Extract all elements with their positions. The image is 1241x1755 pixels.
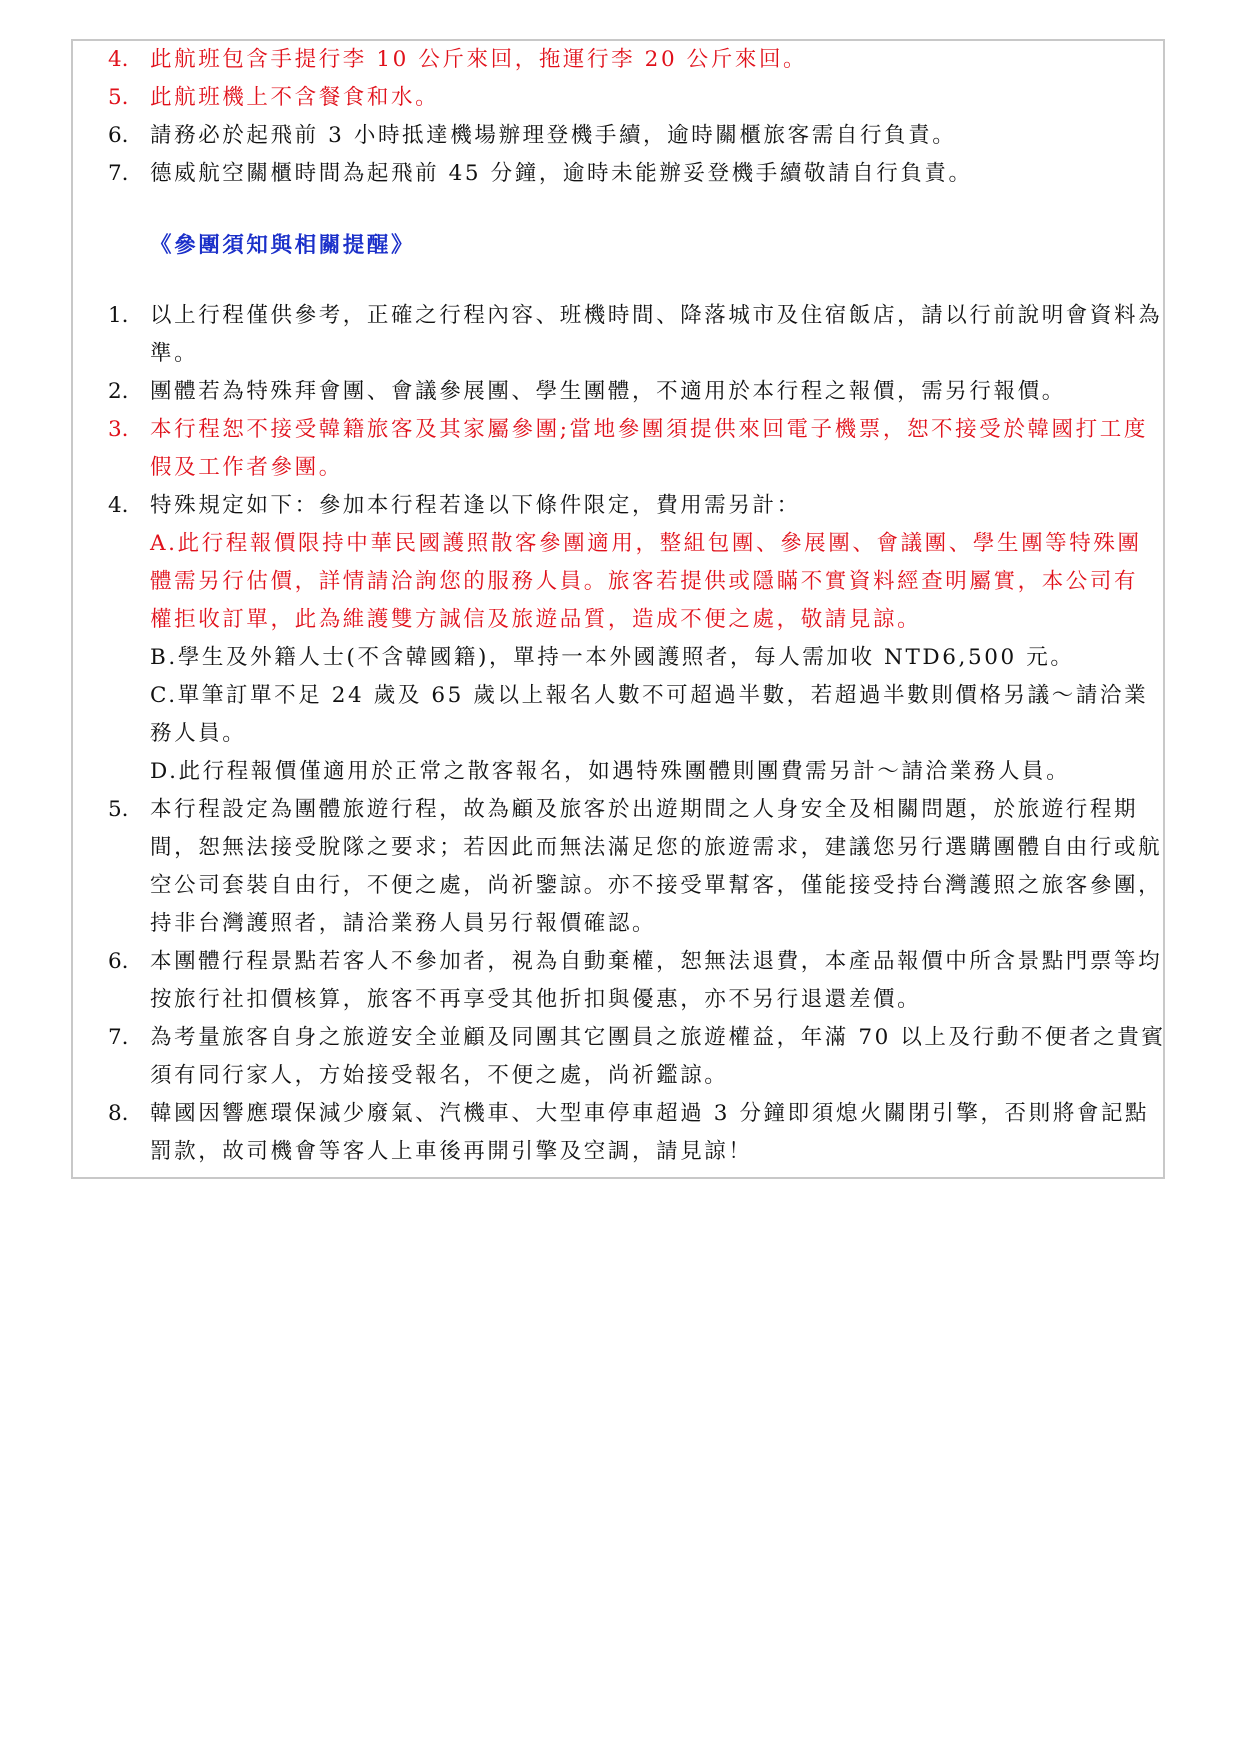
list-number: 7.: [108, 1025, 129, 1050]
notice-text: 特殊規定如下：參加本行程若逢以下條件限定，費用需另計：: [150, 493, 801, 518]
notice-subitem-a: A.此行程報價限持中華民國護照散客參團適用，整組包團、參展團、會議團、學生團等特殊團體需另行估價，詳情請洽詢您的服務人員。旅客若提供或隱瞞不實資料經查明屬實，本公司有權拒收訂單，此為維護雙方誠信及旅遊品質，造成不便之處，敬請見諒。: [150, 531, 1142, 632]
list-number: 6.: [108, 123, 129, 148]
list-number: 8.: [108, 1101, 129, 1126]
notice-item: [108, 943, 1168, 1019]
notice-item: [108, 791, 1168, 943]
flight-note: [108, 117, 1168, 155]
notice-item: [108, 373, 1168, 411]
notice-item: [108, 297, 1168, 373]
notice-item: [108, 411, 1168, 487]
list-number: 7.: [108, 161, 129, 186]
list-number: 4.: [108, 47, 129, 72]
document-content: [108, 41, 1168, 1171]
flight-note-text: 此航班包含手提行李 10 公斤來回，拖運行李 20 公斤來回。: [150, 47, 808, 72]
flight-note-text: 德威航空關櫃時間為起飛前 45 分鐘，逾時未能辦妥登機手續敬請自行負責。: [150, 161, 973, 186]
flight-note: [108, 41, 1168, 79]
notice-text: 為考量旅客自身之旅遊安全並顧及同團其它團員之旅遊權益，年滿 70 以上及行動不便者之貴賓須有同行家人，方始接受報名，不便之處，尚祈鑑諒。: [150, 1025, 1166, 1088]
notice-item: [108, 1095, 1168, 1171]
notice-text: 韓國因響應環保減少廢氣、汽機車、大型車停車超過 3 分鐘即須熄火關閉引擎，否則將會記點罰款，故司機會等客人上車後再開引擎及空調，請見諒！: [150, 1101, 1150, 1164]
flight-note: [108, 155, 1168, 193]
notice-text: 以上行程僅供參考，正確之行程內容、班機時間、降落城市及住宿飯店，請以行前說明會資料為準。: [150, 303, 1163, 366]
notice-subitem-b: B.學生及外籍人士(不含韓國籍)，單持一本外國護照者，每人需加收 NTD6,500 元。: [150, 645, 1075, 670]
notice-item: [108, 487, 1168, 525]
notice-text: 本行程恕不接受韓籍旅客及其家屬參團;當地參團須提供來回電子機票，恕不接受於韓國打工度假及工作者參團。: [150, 417, 1148, 480]
notice-item: [108, 1019, 1168, 1095]
section-title: 《參團須知與相關提醒》: [150, 233, 416, 258]
list-number: 2.: [108, 379, 129, 404]
flight-note-text: 此航班機上不含餐食和水。: [150, 85, 440, 110]
list-number: 1.: [108, 303, 129, 328]
list-number: 6.: [108, 949, 129, 974]
notice-subitem-c: C.單筆訂單不足 24 歲及 65 歲以上報名人數不可超過半數，若超過半數則價格另議～請洽業務人員。: [150, 683, 1149, 746]
notice-text: 本行程設定為團體旅遊行程，故為顧及旅客於出遊期間之人身安全及相關問題，於旅遊行程期間，恕無法接受脫隊之要求；若因此而無法滿足您的旅遊需求，建議您另行選購團體自由行或航空公司套裝自由行，不便之處，尚祈鑒諒。亦不接受單幫客，僅能接受持台灣護照之旅客參團，持非台灣護照者，請洽業務人員另行報價確認。: [150, 797, 1163, 936]
notice-subitem-d: D.此行程報價僅適用於正常之散客報名，如遇特殊團體則團費需另計～請洽業務人員。: [150, 759, 1071, 784]
list-number: 5.: [108, 797, 129, 822]
notice-text: 本團體行程景點若客人不參加者，視為自動棄權，恕無法退費，本產品報價中所含景點門票等均按旅行社扣價核算，旅客不再享受其他折扣與優惠，亦不另行退還差價。: [150, 949, 1163, 1012]
flight-note-text: 請務必於起飛前 3 小時抵達機場辦理登機手續，逾時關櫃旅客需自行負責。: [150, 123, 957, 148]
list-number: 5.: [108, 85, 129, 110]
list-number: 3.: [108, 417, 129, 442]
list-number: 4.: [108, 493, 129, 518]
flight-note: [108, 79, 1168, 117]
notice-text: 團體若為特殊拜會團、會議參展團、學生團體，不適用於本行程之報價，需另行報價。: [150, 379, 1066, 404]
